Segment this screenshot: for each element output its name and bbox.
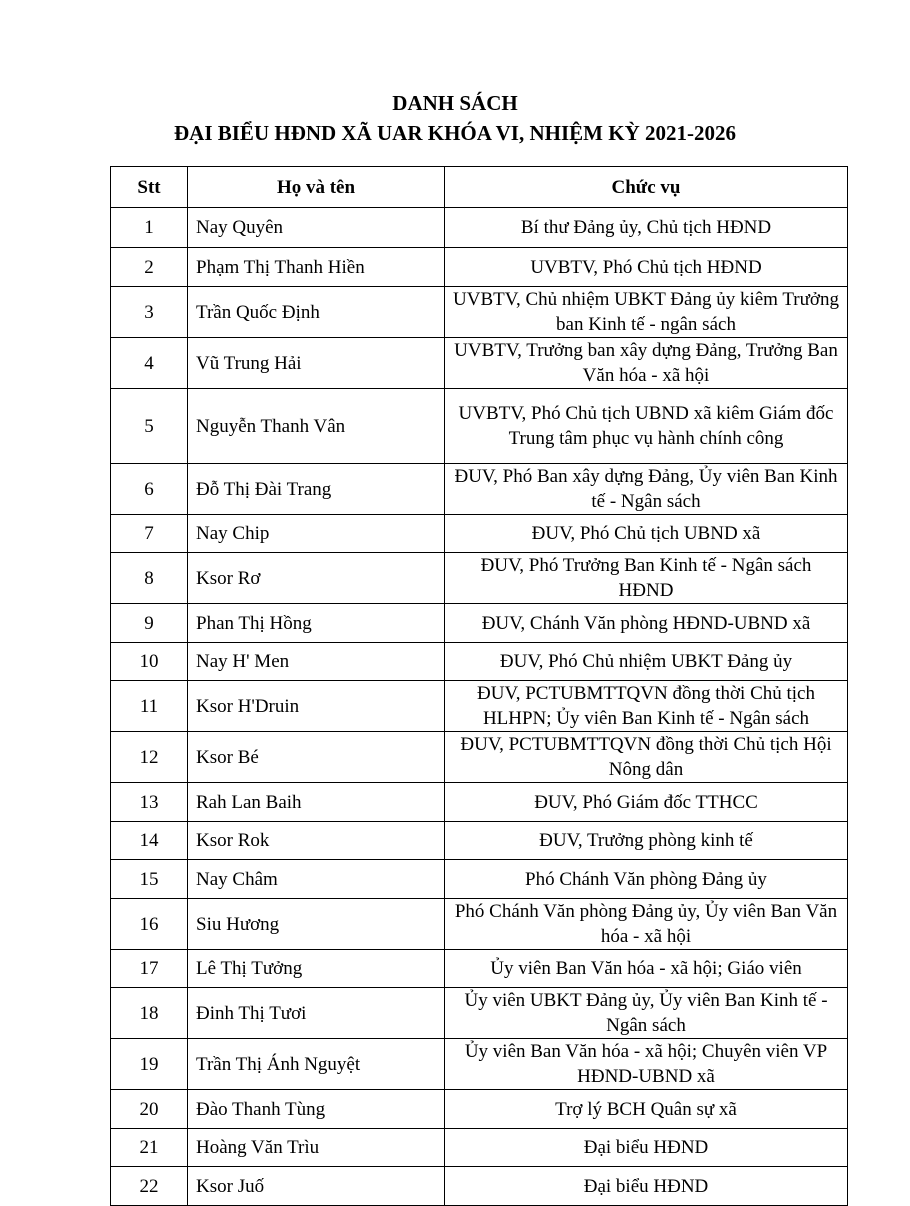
row-stt: 2 xyxy=(111,248,188,287)
row-stt: 12 xyxy=(111,732,188,783)
table-row xyxy=(111,783,848,822)
row-stt: 13 xyxy=(111,783,188,822)
document-subtitle: ĐẠI BIỂU HĐND XÃ UAR KHÓA VI, NHIỆM KỲ 2021-2026 xyxy=(174,121,736,145)
row-position: UVBTV, Chủ nhiệm UBKT Đảng ủy kiêm Trưởng ban Kinh tế - ngân sách xyxy=(445,287,848,338)
table-row xyxy=(111,515,848,553)
row-stt: 9 xyxy=(111,604,188,643)
table-row xyxy=(111,604,848,643)
table-row xyxy=(111,1129,848,1167)
row-stt: 5 xyxy=(111,389,188,464)
row-stt: 20 xyxy=(111,1090,188,1129)
row-stt: 14 xyxy=(111,822,188,860)
row-position: Ủy viên Ban Văn hóa - xã hội; Chuyên viên VP HĐND-UBND xã xyxy=(445,1039,848,1090)
row-position: UVBTV, Phó Chủ tịch HĐND xyxy=(445,248,848,287)
document-title: DANH SÁCH xyxy=(392,91,518,115)
row-name: Đinh Thị Tươi xyxy=(188,988,445,1039)
row-name: Nguyễn Thanh Vân xyxy=(188,389,445,464)
header-position: Chức vụ xyxy=(445,167,848,208)
row-name: Đào Thanh Tùng xyxy=(188,1090,445,1129)
row-name: Siu Hương xyxy=(188,899,445,950)
row-name: Lê Thị Tưởng xyxy=(188,950,445,988)
row-name: Đỗ Thị Đài Trang xyxy=(188,464,445,515)
table-row xyxy=(111,208,848,248)
table-row xyxy=(111,822,848,860)
row-stt: 6 xyxy=(111,464,188,515)
row-name: Ksor Juố xyxy=(188,1167,445,1206)
row-name: Ksor Rok xyxy=(188,822,445,860)
row-position: ĐUV, PCTUBMTTQVN đồng thời Chủ tịch Hội Nông dân xyxy=(445,732,848,783)
row-name: Nay H' Men xyxy=(188,643,445,681)
row-name: Nay Chip xyxy=(188,515,445,553)
table-row xyxy=(111,1039,848,1090)
row-position: UVBTV, Trưởng ban xây dựng Đảng, Trưởng Ban Văn hóa - xã hội xyxy=(445,338,848,389)
row-name: Ksor Bé xyxy=(188,732,445,783)
row-position: ĐUV, PCTUBMTTQVN đồng thời Chủ tịch HLHPN; Ủy viên Ban Kinh tế - Ngân sách xyxy=(445,681,848,732)
table-row xyxy=(111,643,848,681)
table-header-row xyxy=(111,167,848,208)
row-position: Ủy viên UBKT Đảng ủy, Ủy viên Ban Kinh tế - Ngân sách xyxy=(445,988,848,1039)
table-row xyxy=(111,988,848,1039)
row-name: Ksor Rơ xyxy=(188,553,445,604)
header-stt: Stt xyxy=(111,167,188,208)
row-position: Bí thư Đảng ủy, Chủ tịch HĐND xyxy=(445,208,848,248)
row-position: Trợ lý BCH Quân sự xã xyxy=(445,1090,848,1129)
row-name: Trần Thị Ánh Nguyệt xyxy=(188,1039,445,1090)
row-name: Phạm Thị Thanh Hiền xyxy=(188,248,445,287)
row-stt: 17 xyxy=(111,950,188,988)
table-row xyxy=(111,338,848,389)
row-position: ĐUV, Phó Ban xây dựng Đảng, Ủy viên Ban Kinh tế - Ngân sách xyxy=(445,464,848,515)
row-stt: 8 xyxy=(111,553,188,604)
row-position: ĐUV, Chánh Văn phòng HĐND-UBND xã xyxy=(445,604,848,643)
table-row xyxy=(111,732,848,783)
row-name: Phan Thị Hồng xyxy=(188,604,445,643)
row-name: Ksor H'Druin xyxy=(188,681,445,732)
row-name: Nay Châm xyxy=(188,860,445,899)
row-stt: 19 xyxy=(111,1039,188,1090)
table-row xyxy=(111,389,848,464)
table-row xyxy=(111,681,848,732)
row-stt: 3 xyxy=(111,287,188,338)
header-name: Họ và tên xyxy=(188,167,445,208)
delegate-table xyxy=(110,166,848,1206)
row-stt: 21 xyxy=(111,1129,188,1167)
row-stt: 11 xyxy=(111,681,188,732)
row-position: Đại biểu HĐND xyxy=(445,1129,848,1167)
table-row xyxy=(111,860,848,899)
row-stt: 22 xyxy=(111,1167,188,1206)
table-row xyxy=(111,950,848,988)
row-name: Trần Quốc Định xyxy=(188,287,445,338)
row-position: Phó Chánh Văn phòng Đảng ủy xyxy=(445,860,848,899)
row-name: Hoàng Văn Trìu xyxy=(188,1129,445,1167)
row-position: UVBTV, Phó Chủ tịch UBND xã kiêm Giám đốc Trung tâm phục vụ hành chính công xyxy=(445,389,848,464)
row-stt: 7 xyxy=(111,515,188,553)
row-position: ĐUV, Phó Giám đốc TTHCC xyxy=(445,783,848,822)
row-position: Phó Chánh Văn phòng Đảng ủy, Ủy viên Ban Văn hóa - xã hội xyxy=(445,899,848,950)
table-row xyxy=(111,899,848,950)
row-position: ĐUV, Phó Chủ nhiệm UBKT Đảng ủy xyxy=(445,643,848,681)
row-position: ĐUV, Phó Chủ tịch UBND xã xyxy=(445,515,848,553)
row-name: Nay Quyên xyxy=(188,208,445,248)
table-row xyxy=(111,464,848,515)
row-stt: 18 xyxy=(111,988,188,1039)
row-name: Rah Lan Baih xyxy=(188,783,445,822)
row-position: ĐUV, Trưởng phòng kinh tế xyxy=(445,822,848,860)
row-stt: 4 xyxy=(111,338,188,389)
table-row xyxy=(111,287,848,338)
row-position: ĐUV, Phó Trưởng Ban Kinh tế - Ngân sách HĐND xyxy=(445,553,848,604)
table-row xyxy=(111,553,848,604)
table-row xyxy=(111,1090,848,1129)
row-position: Đại biểu HĐND xyxy=(445,1167,848,1206)
row-stt: 1 xyxy=(111,208,188,248)
row-stt: 16 xyxy=(111,899,188,950)
row-stt: 10 xyxy=(111,643,188,681)
table-row xyxy=(111,248,848,287)
row-stt: 15 xyxy=(111,860,188,899)
row-name: Vũ Trung Hải xyxy=(188,338,445,389)
row-position: Ủy viên Ban Văn hóa - xã hội; Giáo viên xyxy=(445,950,848,988)
